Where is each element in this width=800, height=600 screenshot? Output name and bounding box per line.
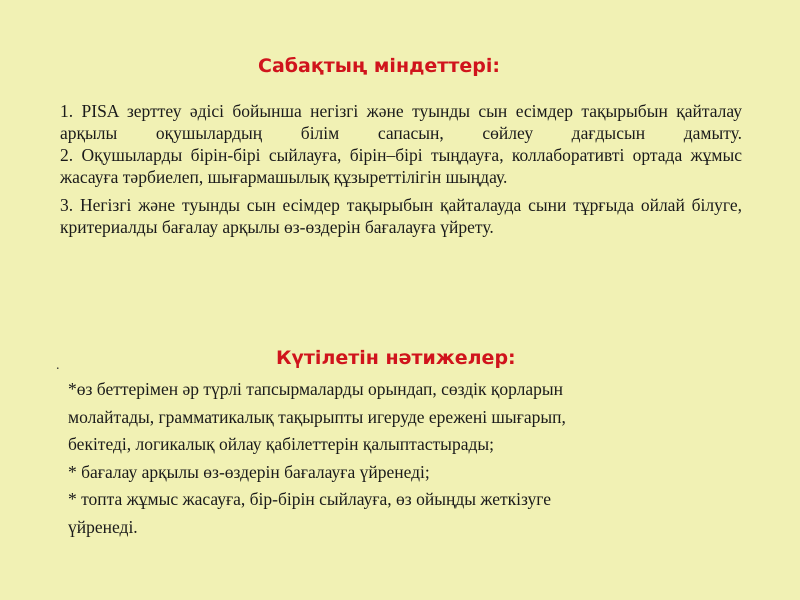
result-line-1: *өз беттерімен әр түрлі тапсырмаларды орындап, сөздік қорларын	[68, 379, 564, 399]
results-heading: Күтілетін нәтижелер:	[276, 347, 516, 369]
results-list	[68, 376, 748, 541]
decorative-dot: .	[56, 358, 60, 373]
result-line-3: бекітеді, логикалық ойлау қабілеттерін қалыптастырады;	[68, 434, 494, 454]
result-line-6: үйренеді.	[68, 516, 138, 537]
result-line-4: * бағалау арқылы өз-өздерін бағалауға үйренеді;	[68, 461, 430, 482]
result-line-5: * топта жұмыс жасауға, бір-бірін сыйлауға, өз ойыңды жеткізуге	[68, 489, 552, 509]
task-item-3: 3. Негізгі және туынды сын есімдер тақырыбын қайталауда сыни тұрғыда ойлай білуге, критериалды бағалау арқылы өз-өздерін бағалауға үйрету.	[60, 195, 742, 237]
task-item-2: 2. Оқушыларды бірін-бірі сыйлауға, бірін–бірі тыңдауға, коллаборативті ортада жұмыс жасауға тәрбиелеп, шығармашылық құзыреттілігін шыңдау.	[60, 145, 742, 187]
tasks-list	[60, 100, 742, 238]
result-line-2: молайтады, грамматикалық тақырыпты игеруде ережені шығарып,	[68, 406, 566, 427]
tasks-heading: Сабақтың міндеттері:	[258, 55, 500, 77]
task-item-1: 1. PISA зерттеу әдісі бойынша негізгі және туынды сын есімдер тақырыбын қайталау арқылы оқушылардың білім сапасын, сөйлеу дағдысын дамыту.	[60, 101, 742, 143]
